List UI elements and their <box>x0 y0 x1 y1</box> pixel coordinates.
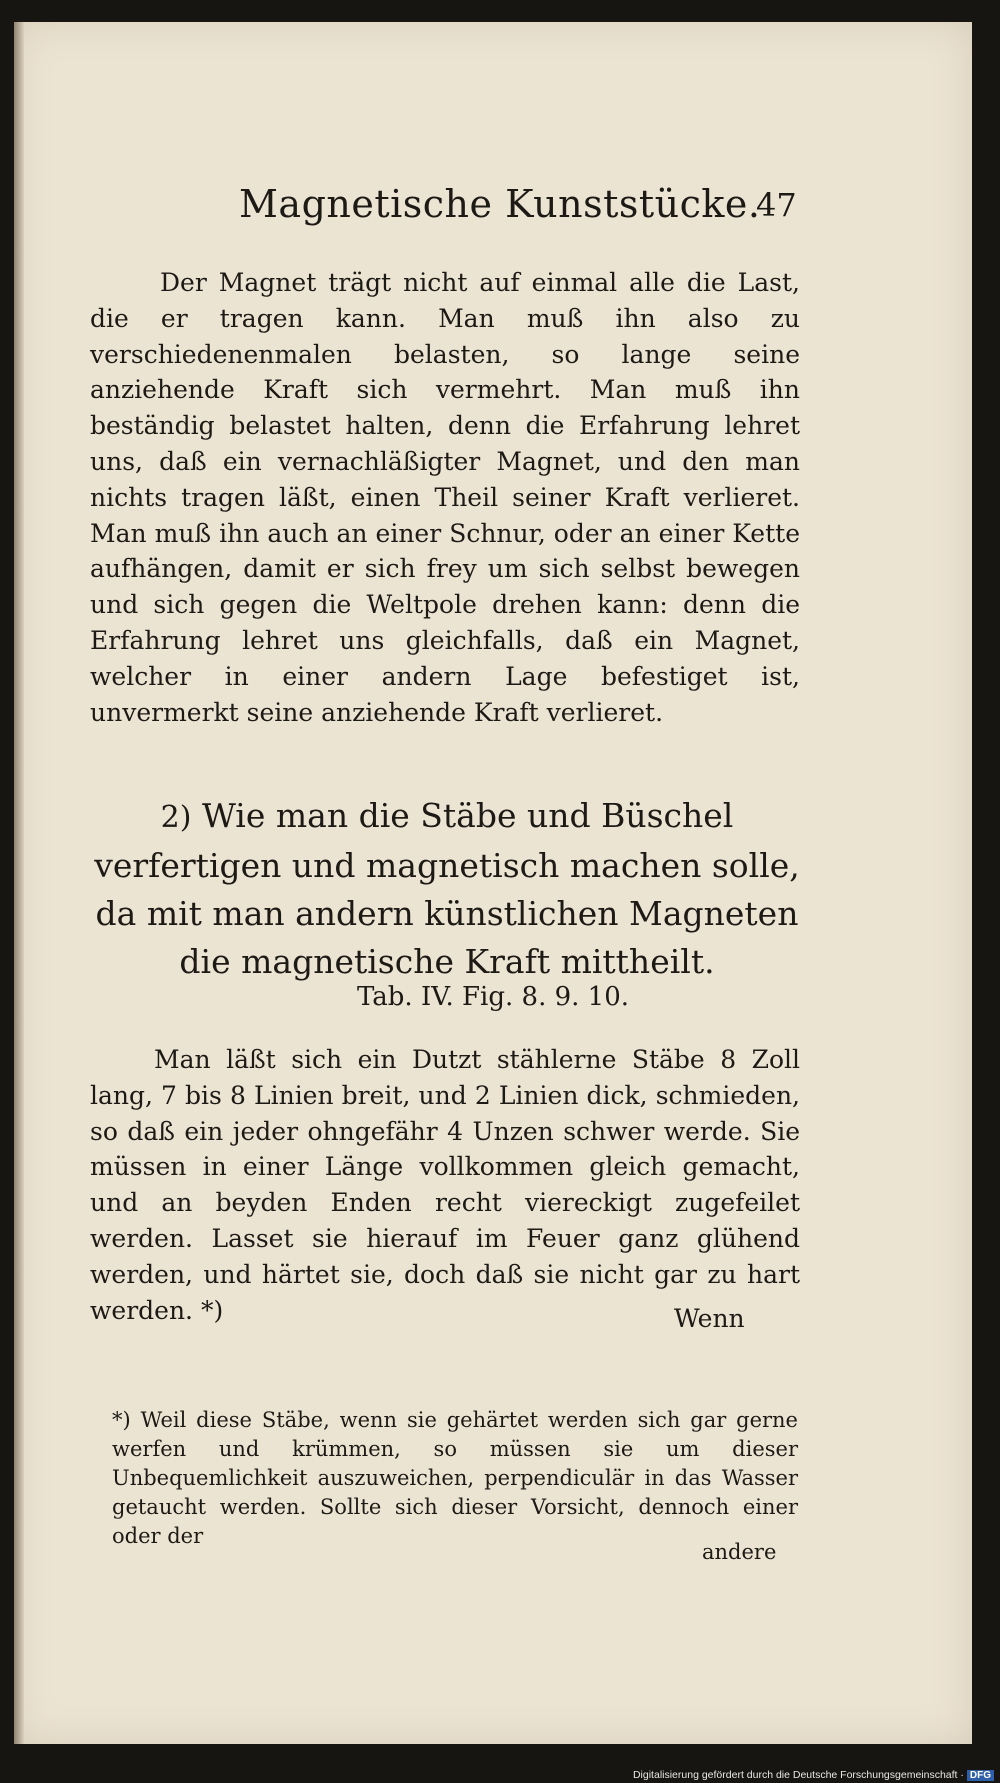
page-spine-shadow <box>14 22 24 1744</box>
table-reference: Tab. IV. Fig. 8. 9. 10. <box>356 982 630 1012</box>
book-page <box>14 22 972 1744</box>
digitization-credit <box>633 1769 994 1781</box>
body-paragraph-1: Der Magnet trägt nicht auf einmal alle die Last, die er tragen kann. Man muß ihn also zu verschiedenenmalen belasten, so lange seine anziehende Kraft sich vermehrt. Man muß ihn beständig belastet halten, denn die Erfahrung lehret uns, daß ein vernachläßigter Magnet, und den man nichts tragen läßt, einen Theil seiner Kraft verlieret. Man muß ihn auch an einer Schnur, oder an einer Kette aufhängen, damit er sich frey um sich selbst bewegen und sich gegen die Weltpole drehen kann: denn die Erfahrung lehret uns gleichfalls, daß ein Magnet, welcher in einer andern Lage befestiget ist, unvermerkt seine anziehende Kraft verlieret. <box>90 268 800 727</box>
page-number: 47 <box>756 186 797 224</box>
dfg-logo: DFG <box>967 1770 994 1781</box>
section-heading-number: 2) <box>160 800 192 835</box>
footnote-catchword: andere <box>702 1540 777 1564</box>
catchword: Wenn <box>674 1304 745 1333</box>
page-header <box>14 182 972 232</box>
credit-text: Digitalisierung gefördert durch die Deutsche Forschungsgemeinschaft · <box>632 1769 964 1781</box>
body-paragraph-2: Man läßt sich ein Dutzt stählerne Stäbe 8 Zoll lang, 7 bis 8 Linien breit, und 2 Linien dick, schmieden, so daß ein jeder ohngefähr 4 Unzen schwer werde. Sie müssen in einer Länge vollkommen gleich gemacht, und an beyden Enden recht viereckigt zugefeilet werden. Lasset sie hierauf im Feuer ganz glühend werden, und härtet sie, doch daß sie nicht gar zu hart werden. *) <box>90 1045 800 1325</box>
section-heading-text: Wie man die Stäbe und Büschel verfertigen und magnetisch machen solle, da mit man andern künstlichen Magneten die magnetische Kraft mittheilt. <box>94 796 800 981</box>
section-heading <box>90 792 804 986</box>
running-title: Magnetische Kunststücke. <box>239 182 761 226</box>
footnote: *) Weil diese Stäbe, wenn sie gehärtet werden sich gar gerne werfen und krümmen, so müssen sie um dieser Unbequemlichkeit auszuweichen, perpendiculär in das Wasser getaucht werden. Sollte sich dieser Vorsicht, dennoch einer oder der <box>112 1408 798 1548</box>
